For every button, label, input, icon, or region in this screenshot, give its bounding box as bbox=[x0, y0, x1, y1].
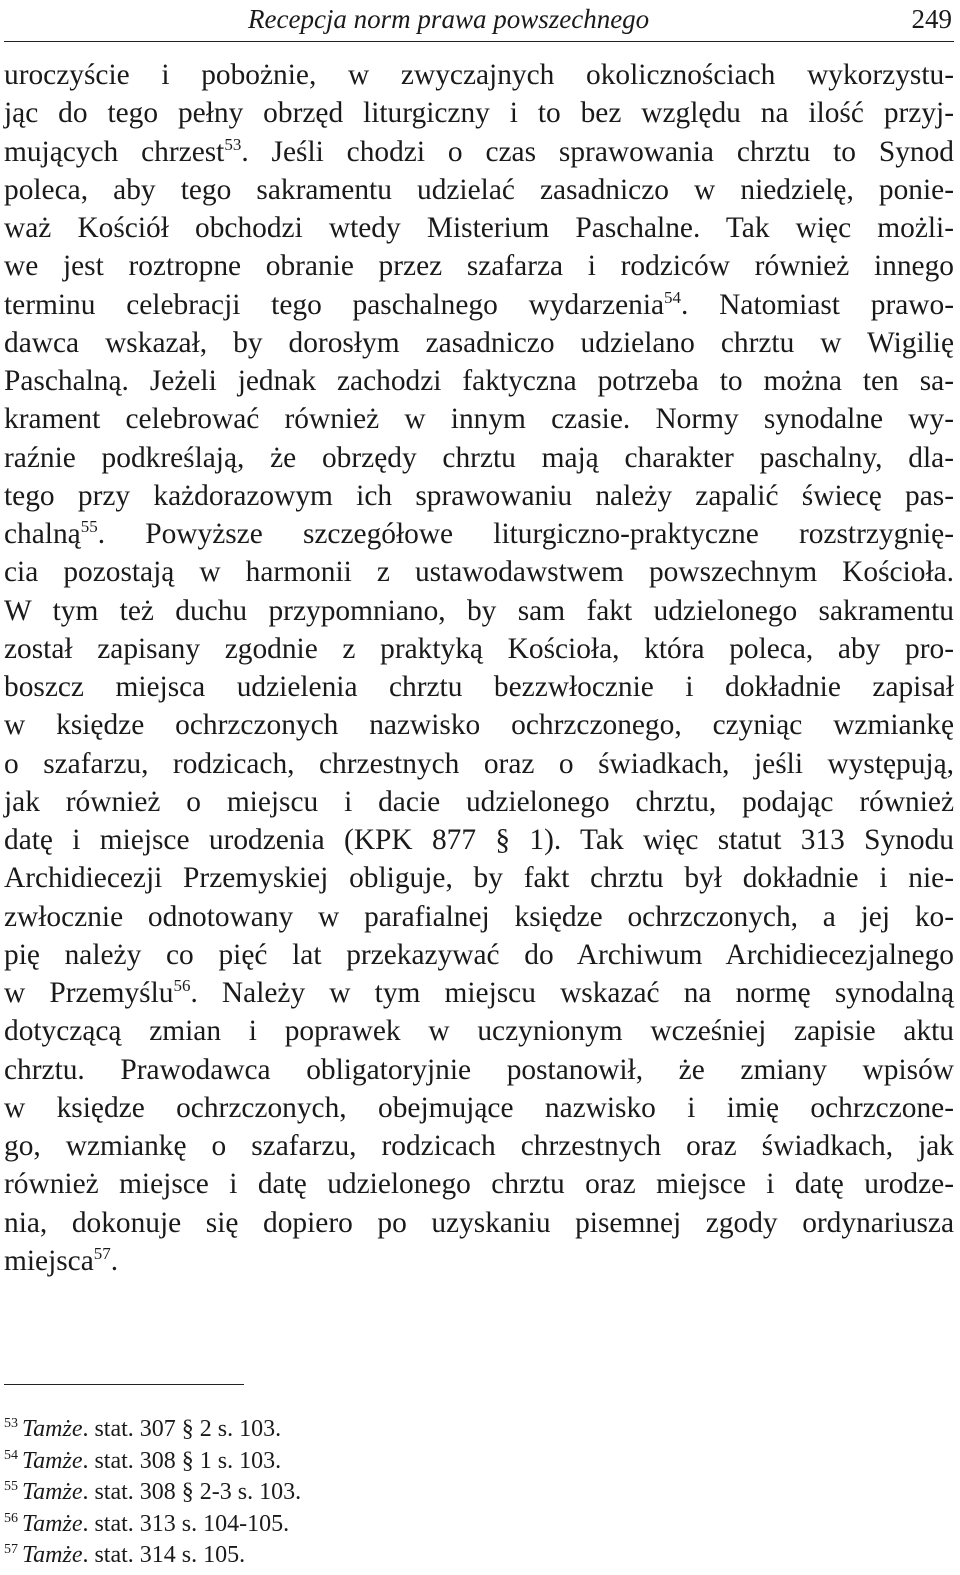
body-line bbox=[4, 209, 954, 247]
line-text: miejsca bbox=[4, 1244, 94, 1277]
footnote-number: 54 bbox=[4, 1447, 18, 1463]
line-text: jąc do tego pełny obrzęd liturgiczny i to bez względu na ilość przyj- bbox=[4, 97, 954, 130]
line-text: uroczyście i pobożnie, w zwyczajnych okolicznościach wykorzystu- bbox=[4, 59, 954, 91]
body-line bbox=[4, 1012, 954, 1050]
footnote-reference[interactable]: 57 bbox=[93, 1243, 111, 1263]
body-line bbox=[4, 745, 954, 783]
body-line bbox=[4, 400, 954, 438]
body-line bbox=[4, 56, 954, 94]
footnote-text: . stat. 313 s. 104-105. bbox=[82, 1510, 290, 1537]
body-line bbox=[4, 439, 954, 477]
footnote bbox=[4, 1540, 954, 1572]
footnote-reference[interactable]: 54 bbox=[664, 287, 682, 307]
line-text: W tym też duchu przypomniano, by sam fakt udzielonego sakramentu bbox=[4, 594, 954, 627]
footnote-number: 57 bbox=[4, 1542, 18, 1557]
footnote-source: Tamże bbox=[22, 1447, 83, 1474]
line-text: w księdze ochrzczonych, obejmujące nazwisko i imię ochrzczone- bbox=[4, 1091, 954, 1124]
line-text: o szafarzu, rodzicach, chrzestnych oraz o świadkach, jeśli występują, bbox=[4, 747, 954, 780]
body-line bbox=[4, 133, 954, 171]
footnote-separator bbox=[4, 1384, 244, 1385]
body-line bbox=[4, 630, 954, 668]
line-text-continued: . Należy w tym miejscu wskazać na normę synodalną bbox=[190, 977, 955, 1009]
footnote-text: . stat. 308 § 1 s. 103. bbox=[82, 1447, 282, 1474]
body-text bbox=[4, 56, 954, 1280]
body-line bbox=[4, 1127, 954, 1165]
line-text: mujących chrzest bbox=[4, 135, 225, 168]
footnote bbox=[4, 1446, 954, 1478]
body-line bbox=[4, 1051, 954, 1089]
footnote-source: Tamże bbox=[22, 1510, 83, 1537]
body-line bbox=[4, 1089, 954, 1127]
body-line bbox=[4, 362, 954, 400]
line-text-continued: . Jeśli chodzi o czas sprawowania chrztu to Synod bbox=[241, 135, 954, 168]
line-text: tego przy każdorazowym ich sprawowaniu należy zapalić świecę pas- bbox=[4, 479, 954, 512]
body-line bbox=[4, 247, 954, 285]
footnote-reference[interactable]: 55 bbox=[80, 517, 98, 536]
line-text: chalną bbox=[4, 518, 81, 550]
line-text: krament celebrować również w innym czasie. Normy synodalne wy- bbox=[4, 403, 954, 436]
body-line bbox=[4, 706, 954, 744]
footnote-source: Tamże bbox=[22, 1416, 83, 1442]
body-line bbox=[4, 515, 954, 553]
line-text-continued: . bbox=[110, 1244, 119, 1277]
body-line bbox=[4, 821, 954, 859]
body-line bbox=[4, 859, 954, 897]
line-text: w księdze ochrzczonych nazwisko ochrzczonego, czyniąc wzmiankę bbox=[4, 709, 954, 742]
body-line bbox=[4, 171, 954, 209]
body-line bbox=[4, 1165, 954, 1203]
footnote-number: 55 bbox=[4, 1479, 18, 1494]
line-text-continued: . Natomiast prawo- bbox=[681, 288, 954, 321]
footnote bbox=[4, 1414, 954, 1446]
line-text: Paschalną. Jeżeli jednak zachodzi faktyczna potrzeba to można ten sa- bbox=[4, 365, 954, 397]
footnote-text: . stat. 307 § 2 s. 103. bbox=[82, 1416, 282, 1442]
line-text: boszcz miejsca udzielenia chrztu bezzwłocznie i dokładnie zapisał bbox=[4, 671, 954, 703]
footnote-source: Tamże bbox=[22, 1479, 83, 1505]
body-line bbox=[4, 1242, 954, 1280]
footnote-text: . stat. 308 § 2-3 s. 103. bbox=[82, 1479, 302, 1505]
running-title: Recepcja norm prawa powszechnego bbox=[248, 4, 650, 34]
line-text: pię należy co pięć lat przekazywać do Archiwum Archidiecezjalnego bbox=[4, 938, 954, 971]
footnote-text: . stat. 314 s. 105. bbox=[82, 1542, 246, 1568]
footnote-source: Tamże bbox=[22, 1542, 83, 1568]
footnote-number: 56 bbox=[4, 1510, 18, 1526]
footnotes bbox=[4, 1414, 954, 1572]
line-text: waż Kościół obchodzi wtedy Misterium Paschalne. Tak więc możli- bbox=[4, 212, 954, 244]
page-number: 249 bbox=[911, 4, 952, 34]
line-text: zwłocznie odnotowany w parafialnej księdze ochrzczonych, a jej ko- bbox=[4, 900, 954, 933]
body-line bbox=[4, 1204, 954, 1242]
body-line bbox=[4, 898, 954, 936]
line-text: dotyczącą zmian i poprawek w uczynionym wcześniej zapisie aktu bbox=[4, 1015, 954, 1048]
body-line bbox=[4, 286, 954, 324]
body-line bbox=[4, 974, 954, 1012]
line-text-continued: . Powyższe szczegółowe liturgiczno-praktyczne rozstrzygnię- bbox=[97, 518, 954, 550]
body-line bbox=[4, 477, 954, 515]
line-text: dawca wskazał, by dorosłym zasadniczo udzielano chrztu w Wigilię bbox=[4, 326, 954, 359]
line-text: raźnie podkreślają, że obrzędy chrztu mają charakter paschalny, dla- bbox=[4, 441, 954, 474]
footnote-reference[interactable]: 56 bbox=[173, 976, 191, 995]
line-text: chrztu. Prawodawca obligatoryjnie postanowił, że zmiany wpisów bbox=[4, 1053, 954, 1086]
line-text: Archidiecezji Przemyskiej obliguje, by fakt chrztu był dokładnie i nie- bbox=[4, 862, 954, 895]
body-line bbox=[4, 668, 954, 706]
body-line bbox=[4, 553, 954, 591]
line-text: w Przemyślu bbox=[4, 977, 174, 1009]
line-text: cia pozostają w harmonii z ustawodawstwem powszechnym Kościoła. bbox=[4, 556, 954, 589]
body-line bbox=[4, 936, 954, 974]
line-text: datę i miejsce urodzenia (KPK 877 § 1). Tak więc statut 313 Synodu bbox=[4, 824, 954, 856]
page-header bbox=[4, 0, 954, 42]
line-text: go, wzmiankę o szafarzu, rodzicach chrzestnych oraz świadkach, jak bbox=[4, 1130, 954, 1162]
footnote bbox=[4, 1477, 954, 1509]
line-text: nia, dokonuje się dopiero po uzyskaniu pisemnej zgody ordynariusza bbox=[4, 1206, 954, 1239]
line-text: poleca, aby tego sakramentu udzielać zasadniczo w niedzielę, ponie- bbox=[4, 173, 954, 206]
line-text: został zapisany zgodnie z praktyką Kościoła, która poleca, aby pro- bbox=[4, 632, 954, 665]
footnote-reference[interactable]: 53 bbox=[224, 134, 242, 154]
body-line bbox=[4, 783, 954, 821]
line-text: również miejsce i datę udzielonego chrztu oraz miejsce i datę urodze- bbox=[4, 1168, 954, 1201]
line-text: we jest roztropne obranie przez szafarza i rodziców również innego bbox=[4, 250, 954, 283]
body-line bbox=[4, 94, 954, 132]
line-text: terminu celebracji tego paschalnego wydarzenia bbox=[4, 288, 665, 321]
line-text: jak również o miejscu i dacie udzielonego chrztu, podając również bbox=[4, 785, 954, 818]
footnote-number: 53 bbox=[4, 1416, 18, 1431]
body-line bbox=[4, 324, 954, 362]
footnote bbox=[4, 1509, 954, 1541]
body-line bbox=[4, 592, 954, 630]
